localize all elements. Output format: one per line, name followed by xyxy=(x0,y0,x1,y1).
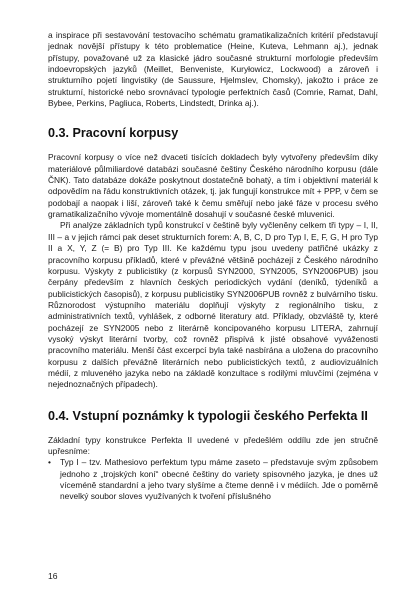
page-number: 16 xyxy=(48,571,58,581)
bullet-icon: • xyxy=(48,457,51,468)
section-heading-korpusy: 0.3. Pracovní korpusy xyxy=(48,126,179,141)
list-item xyxy=(48,457,378,502)
list-item-text: Typ I – tzv. Mathesiovo perfektum typu máme zaseto – představuje svým způsobem jednoho z „trojských koní“ obecné češtiny do variety spisovného jazyka, je dnes už víceméně standardní a jeho tvary slyšíme a čteme denně i v médiích. Jde o poměrně nevelký soubor sloves využívaných k tvoření příslušného xyxy=(60,457,378,502)
section-heading-typologie: 0.4. Vstupní poznámky k typologii českého Perfekta II xyxy=(48,408,368,423)
paragraph-intro: a inspirace při sestavování testovacího schématu gramatikalizačních kritérií představují jednak novější přístupy k této problematice (Heine, Kuteva, Lehmann aj.), jednak přístupy, považované už za klasické jádro současné strukturní morfologie především indoevropských jazyků (Meillet, Benveniste, Kuryłowicz, Lockwood) a zároveň i strukturního pojetí lingvistiky (de Saussure, Hjelmslev, Chomsky), jakožto i práce ze strukturní, historické nebo srovnávací typologie perfektních časů (Comrie, Ramat, Dahl, Bybee, Perkins, Pagliuca, Roberts, Lindstedt, Drinka aj.). xyxy=(48,30,378,109)
page-body xyxy=(48,30,378,503)
paragraph-korpusy-2: Při analýze základních typů konstrukcí v češtině byly vyčleněny celkem tři typy – I, II, III – a v jejich rámci pak deset strukturních forem: A, B, C, D pro Typ I, E, F, G, H pro Typ II a X, Y, Z (= B) pro Typ III. Ke každému typu jsou uvedeny patřičné ukázky z pracovního korpusu příkladů, které v převážné většině pocházejí z Českého národního korpusu. Výskyty z publicistiky (z korpusů SYN2000, SYN2005, SYN2006PUB) jsou čerpány především z hlavních českých periodických vydání (deníků, týdeníků a publicistických časopisů), z korpusu publicistiky SYN2006PUB rovněž z bulvárního tisku. Různorodost výstupního materiálu doplňují výskyty z regionálního tisku, z administrativních textů, vyhlášek, z odborné literatury atd. Příklady, obzvláště ty, které pocházejí ze SYN2005 nebo z literárně koncipovaného korpusu LITERA, zahrnují vysoký výskyt literární tvorby, což rovněž přispívá k jisté obsahové vyváženosti pracovního materiálu. Menší část excerpcí byla také nasbírána a uložena do pracovního korpusu z dalších převážně literárních nebo publicistických textů, z audiovizuálních médií, z mluveného jazyka nebo na základě konzultace s rodilými mluvčími (zejména v nejednoznačných případech). xyxy=(48,220,378,390)
paragraph-typologie-intro: Základní typy konstrukce Perfekta II uvedené v předešlém oddílu zde jen stručně upřesníme: xyxy=(48,434,378,456)
type-list xyxy=(48,457,378,502)
paragraph-korpusy-1: Pracovní korpusy o více než dvaceti tisících dokladech byly vytvořeny především díky materiálové půlmiliardové databázi současné češtiny Českého národního korpusu (dále ČNK). Tato databáze dokáže poskytnout dostatečně bohatý, a tím i objektivní materiál k odpovědím na řádu konstruktivních otázek, tj. jak fungují konstrukce mít + PPP, v čem se podobají a naopak i liší, zároveň také k čemu směřují nebo jaké fáze v procesu svého gramatikalizačního vývoje momentálně dosahují v současné české mluvenici. xyxy=(48,152,378,220)
